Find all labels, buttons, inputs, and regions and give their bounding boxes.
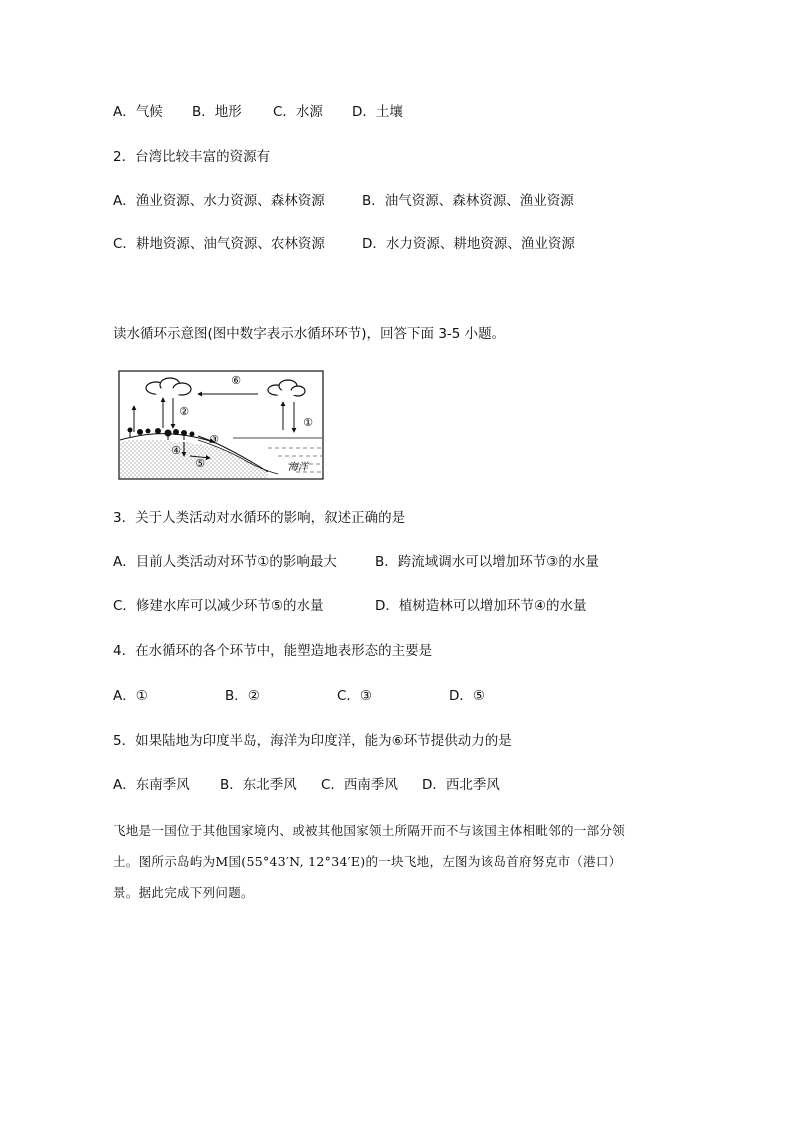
q2-option-c: C．耕地资源、油气资源、农林资源 xyxy=(113,236,325,252)
label-6: ⑥ xyxy=(231,374,241,387)
passage-line-3: 景。据此完成下列问题。 xyxy=(113,885,254,900)
label-3: ③ xyxy=(209,433,219,446)
q5-option-a: A．东南季风 xyxy=(113,777,190,793)
q4-option-c: C．③ xyxy=(337,688,373,704)
intro-text: 读水循环示意图(图中数字表示水循环环节)，回答下面 3-5 小题。 xyxy=(113,326,506,342)
label-2: ② xyxy=(179,405,189,418)
label-4: ④ xyxy=(171,444,181,457)
q5-option-c: C．西南季风 xyxy=(321,777,398,793)
water-cycle-diagram xyxy=(118,370,324,480)
q1-option-c: C．水源 xyxy=(273,104,323,120)
label-5: ⑤ xyxy=(195,457,205,470)
q5-option-d: D．西北季风 xyxy=(422,777,500,793)
q5-stem: 5．如果陆地为印度半岛，海洋为印度洋，能为⑥环节提供动力的是 xyxy=(113,733,512,749)
passage-line-1: 飞地是一国位于其他国家境内、或被其他国家领土所隔开而不与该国主体相毗邻的一部分领 xyxy=(113,823,626,838)
q4-option-d: D．⑤ xyxy=(449,688,485,704)
ocean-label: 海洋 xyxy=(288,462,308,473)
q2-stem: 2．台湾比较丰富的资源有 xyxy=(113,149,271,165)
passage-line-2: 土。图所示岛屿为M国(55°43′N, 12°34′E)的一块飞地，左图为该岛首府努克市（港口） xyxy=(113,854,622,869)
label-1: ① xyxy=(303,416,313,429)
q3-option-d: D．植树造林可以增加环节④的水量 xyxy=(375,598,587,614)
q2-option-a: A．渔业资源、水力资源、森林资源 xyxy=(113,193,325,209)
q3-option-a: A．目前人类活动对环节①的影响最大 xyxy=(113,554,337,570)
q4-option-b: B．② xyxy=(225,688,260,704)
q1-option-a: A．气候 xyxy=(113,104,163,120)
q3-stem: 3．关于人类活动对水循环的影响，叙述正确的是 xyxy=(113,510,406,526)
q1-option-b: B．地形 xyxy=(192,104,242,120)
q2-option-b: B．油气资源、森林资源、渔业资源 xyxy=(362,193,574,209)
q2-option-d: D．水力资源、耕地资源、渔业资源 xyxy=(362,236,575,252)
q3-option-c: C．修建水库可以减少环节⑤的水量 xyxy=(113,598,324,614)
q3-option-b: B．跨流域调水可以增加环节③的水量 xyxy=(375,554,599,570)
q4-stem: 4．在水循环的各个环节中，能塑造地表形态的主要是 xyxy=(113,643,433,659)
q4-option-a: A．① xyxy=(113,688,148,704)
q5-option-b: B．东北季风 xyxy=(220,777,297,793)
q1-option-d: D．土壤 xyxy=(352,104,403,120)
